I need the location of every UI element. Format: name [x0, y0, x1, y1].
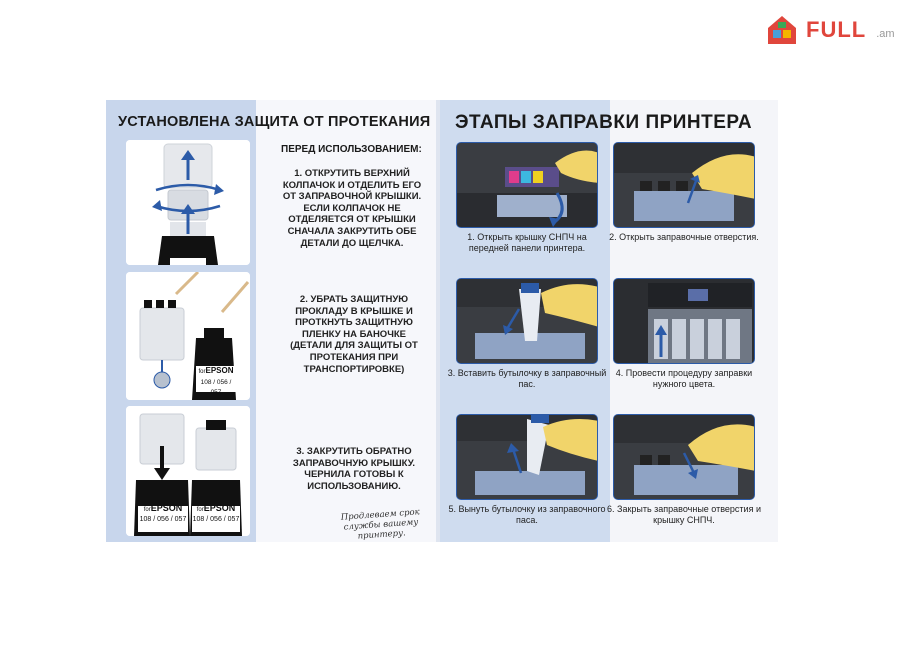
bottle-label-model: 108 / 056 / 057	[200, 379, 232, 396]
before-use-heading: ПЕРЕД ИСПОЛЬЗОВАНИЕМ:	[281, 144, 422, 155]
bottle-label-brand: EPSON	[150, 503, 183, 513]
flyer	[106, 100, 778, 542]
left-title: УСТАНОВЛЕНА ЗАЩИТА ОТ ПРОТЕКАНИЯ	[118, 114, 431, 130]
signature-text: Продлеваем срок службы вашему принтеру.	[340, 507, 421, 542]
bottle-label-3a	[138, 504, 188, 524]
bottle-label-brand: EPSON	[205, 366, 234, 375]
bottle-label-for: for	[196, 507, 204, 513]
step-5-image	[456, 414, 598, 500]
full-am-logo[interactable]	[764, 12, 895, 48]
step-6-image	[613, 414, 755, 500]
step-3-caption: 3. Вставить бутылочку в заправочный пас.	[447, 368, 607, 389]
left-step-1: 1. ОТКРУТИТЬ ВЕРХНИЙ КОЛПАЧОК И ОТДЕЛИТЬ ЕГО ОТ ЗАПРАВОЧНОЙ КРЫШКИ. ЕСЛИ КОЛПАЧОК НЕ ОТДЕЛЯЕТСЯ ОТ КРЫШКИ СНАЧАЛА ЗАКРУТИТЬ ОБЕ ДЕТАЛИ ДО ЩЕЛЧКА.	[282, 168, 422, 249]
step-5-illustration	[457, 415, 598, 500]
step-5-caption: 5. Вынуть бутылочку из заправочного паса.	[448, 504, 606, 525]
step-1-image	[456, 142, 598, 228]
step-1-illustration	[457, 143, 598, 228]
step-4-image	[613, 278, 755, 364]
logo-brand: FULL	[806, 17, 867, 42]
step-4-caption: 4. Провести процедуру заправки нужного цвета.	[615, 368, 753, 389]
logo-tld: .am	[876, 28, 895, 40]
closed-bottles-photo	[126, 406, 250, 536]
bottle-label-for: for	[143, 507, 151, 513]
right-title: ЭТАПЫ ЗАПРАВКИ ПРИНТЕРА	[455, 112, 753, 133]
left-step-3: 3. ЗАКРУТИТЬ ОБРАТНО ЗАПРАВОЧНУЮ КРЫШКУ. ЧЕРНИЛА ГОТОВЫ К ИСПОЛЬЗОВАНИЮ.	[292, 446, 416, 492]
step-2-image	[613, 142, 755, 228]
step-6-caption: 6. Закрыть заправочные отверстия и крышку СНПЧ.	[607, 504, 761, 525]
step-6-illustration	[614, 415, 755, 500]
step-2-caption: 2. Открыть заправочные отверстия.	[609, 232, 759, 242]
bottle-label-model: 108 / 056 / 057	[139, 516, 187, 523]
bottle-label-for: for	[198, 369, 206, 375]
step-4-illustration	[614, 279, 755, 364]
bottle-label-3b	[192, 504, 240, 524]
bottle-label-brand: EPSON	[203, 503, 236, 513]
bottle-label-2	[196, 366, 236, 397]
step-1-caption: 1. Открыть крышку СНПЧ на передней панели принтера.	[467, 232, 587, 253]
logo-icon	[764, 12, 800, 48]
step-2-illustration	[614, 143, 755, 228]
left-step-2: 2. УБРАТЬ ЗАЩИТНУЮ ПРОКЛАДУ В КРЫШКЕ И ПРОТКНУТЬ ЗАЩИТНУЮ ПЛЕНКУ НА БАНОЧКЕ (ДЕТАЛИ ДЛЯ ЗАЩИТЫ ОТ ПРОТЕКАНИЯ ПРИ ТРАНСПОРТИРОВКЕ)	[290, 294, 418, 375]
bottle-cap-photo	[126, 140, 250, 265]
step-3-image	[456, 278, 598, 364]
bottle-label-model: 108 / 056 / 057	[192, 516, 240, 523]
seal-removal-photo	[126, 272, 250, 400]
step-3-illustration	[457, 279, 598, 364]
bottle-cap-illustration	[126, 140, 250, 265]
